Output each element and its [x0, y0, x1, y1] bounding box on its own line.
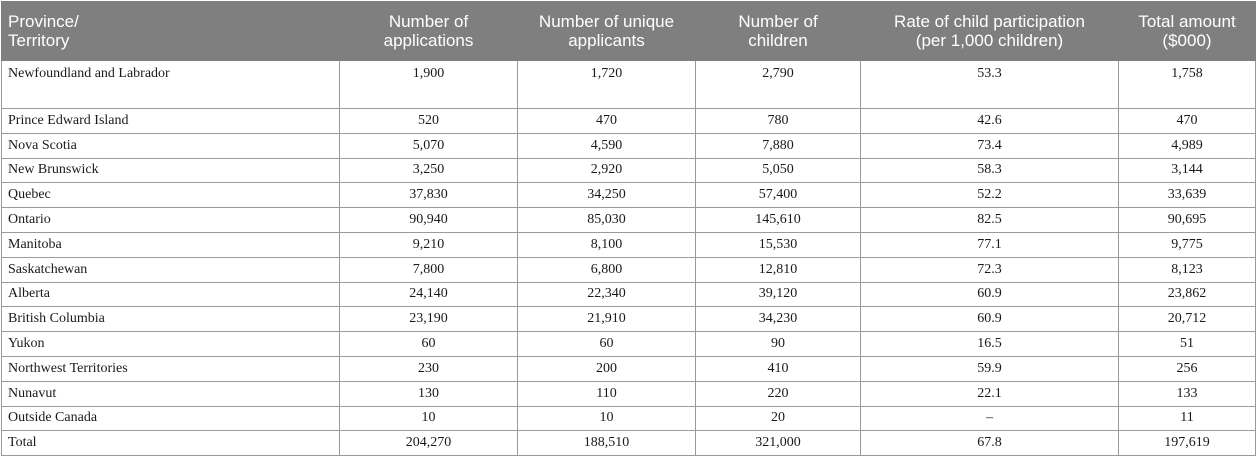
table-cell: 34,230 — [696, 307, 861, 332]
table-cell: 57,400 — [696, 183, 861, 208]
table-cell: 72.3 — [861, 257, 1119, 282]
table-row — [2, 406, 1256, 431]
table-cell: 130 — [340, 381, 518, 406]
table-cell: 52.2 — [861, 183, 1119, 208]
table-cell: 51 — [1119, 332, 1256, 357]
row-label-cell: Total — [2, 431, 340, 456]
table-cell: 59.9 — [861, 356, 1119, 381]
table-cell: 53.3 — [861, 61, 1119, 109]
row-label-cell: Nova Scotia — [2, 133, 340, 158]
table-cell: 10 — [518, 406, 696, 431]
table-cell: 230 — [340, 356, 518, 381]
table-cell: 2,790 — [696, 61, 861, 109]
table-cell: 6,800 — [518, 257, 696, 282]
provincial-data-table — [1, 1, 1256, 456]
table-cell: 145,610 — [696, 208, 861, 233]
table-cell: 20,712 — [1119, 307, 1256, 332]
table-cell: 5,070 — [340, 133, 518, 158]
table-cell: 21,910 — [518, 307, 696, 332]
row-label-cell: Nunavut — [2, 381, 340, 406]
row-label-cell: Ontario — [2, 208, 340, 233]
table-cell: 1,720 — [518, 61, 696, 109]
table-body — [2, 61, 1256, 456]
table-cell: 110 — [518, 381, 696, 406]
table-cell: 8,123 — [1119, 257, 1256, 282]
table-cell: 5,050 — [696, 158, 861, 183]
header-number-of-children: Number of children — [696, 2, 861, 61]
header-number-of-applications: Number of applications — [340, 2, 518, 61]
table-cell: – — [861, 406, 1119, 431]
table-cell: 73.4 — [861, 133, 1119, 158]
table-cell: 7,880 — [696, 133, 861, 158]
table-cell: 7,800 — [340, 257, 518, 282]
table-cell: 20 — [696, 406, 861, 431]
table-cell: 90 — [696, 332, 861, 357]
table-cell: 410 — [696, 356, 861, 381]
table-cell: 82.5 — [861, 208, 1119, 233]
table-row — [2, 232, 1256, 257]
table-row — [2, 183, 1256, 208]
table-cell: 12,810 — [696, 257, 861, 282]
header-rate-of-child-participation: Rate of child participation (per 1,000 children) — [861, 2, 1119, 61]
table-cell: 60 — [518, 332, 696, 357]
table-cell: 204,270 — [340, 431, 518, 456]
table-cell: 24,140 — [340, 282, 518, 307]
table-cell: 3,250 — [340, 158, 518, 183]
table-row — [2, 61, 1256, 109]
header-province-territory: Province/ Territory — [2, 2, 340, 61]
table-cell: 37,830 — [340, 183, 518, 208]
table-row — [2, 307, 1256, 332]
table-cell: 470 — [518, 109, 696, 134]
row-label-cell: British Columbia — [2, 307, 340, 332]
table-cell: 1,900 — [340, 61, 518, 109]
table-cell: 8,100 — [518, 232, 696, 257]
table-row — [2, 109, 1256, 134]
table-cell: 4,590 — [518, 133, 696, 158]
table-cell: 85,030 — [518, 208, 696, 233]
table-cell: 23,862 — [1119, 282, 1256, 307]
table-cell: 321,000 — [696, 431, 861, 456]
row-label-cell: Quebec — [2, 183, 340, 208]
table-cell: 2,920 — [518, 158, 696, 183]
table-cell: 33,639 — [1119, 183, 1256, 208]
table-row — [2, 381, 1256, 406]
table-cell: 4,989 — [1119, 133, 1256, 158]
row-label-cell: Yukon — [2, 332, 340, 357]
table-cell: 34,250 — [518, 183, 696, 208]
table-header-row — [2, 2, 1256, 61]
table-cell: 22.1 — [861, 381, 1119, 406]
table-cell: 1,758 — [1119, 61, 1256, 109]
table-cell: 780 — [696, 109, 861, 134]
table-cell: 520 — [340, 109, 518, 134]
table-row — [2, 208, 1256, 233]
table-cell: 470 — [1119, 109, 1256, 134]
table-cell: 60 — [340, 332, 518, 357]
table-cell: 90,695 — [1119, 208, 1256, 233]
row-label-cell: Newfoundland and Labrador — [2, 61, 340, 109]
table-cell: 9,210 — [340, 232, 518, 257]
table-row — [2, 356, 1256, 381]
table-row — [2, 133, 1256, 158]
table-cell: 39,120 — [696, 282, 861, 307]
table-cell: 23,190 — [340, 307, 518, 332]
table-row — [2, 332, 1256, 357]
row-label-cell: New Brunswick — [2, 158, 340, 183]
table-cell: 16.5 — [861, 332, 1119, 357]
row-label-cell: Manitoba — [2, 232, 340, 257]
table-cell: 22,340 — [518, 282, 696, 307]
table-cell: 67.8 — [861, 431, 1119, 456]
table-row — [2, 431, 1256, 456]
row-label-cell: Saskatchewan — [2, 257, 340, 282]
table-cell: 58.3 — [861, 158, 1119, 183]
table-cell: 15,530 — [696, 232, 861, 257]
table-cell: 256 — [1119, 356, 1256, 381]
table-cell: 77.1 — [861, 232, 1119, 257]
table-cell: 10 — [340, 406, 518, 431]
table-row — [2, 282, 1256, 307]
table-cell: 11 — [1119, 406, 1256, 431]
table-cell: 200 — [518, 356, 696, 381]
header-number-of-unique-applicants: Number of unique applicants — [518, 2, 696, 61]
row-label-cell: Outside Canada — [2, 406, 340, 431]
table-cell: 188,510 — [518, 431, 696, 456]
table-cell: 220 — [696, 381, 861, 406]
table-cell: 90,940 — [340, 208, 518, 233]
header-total-amount: Total amount ($000) — [1119, 2, 1256, 61]
table-cell: 3,144 — [1119, 158, 1256, 183]
table-cell: 42.6 — [861, 109, 1119, 134]
table-cell: 133 — [1119, 381, 1256, 406]
table-cell: 9,775 — [1119, 232, 1256, 257]
row-label-cell: Northwest Territories — [2, 356, 340, 381]
row-label-cell: Prince Edward Island — [2, 109, 340, 134]
table-cell: 60.9 — [861, 307, 1119, 332]
table-row — [2, 158, 1256, 183]
row-label-cell: Alberta — [2, 282, 340, 307]
table-row — [2, 257, 1256, 282]
table-cell: 197,619 — [1119, 431, 1256, 456]
table-cell: 60.9 — [861, 282, 1119, 307]
